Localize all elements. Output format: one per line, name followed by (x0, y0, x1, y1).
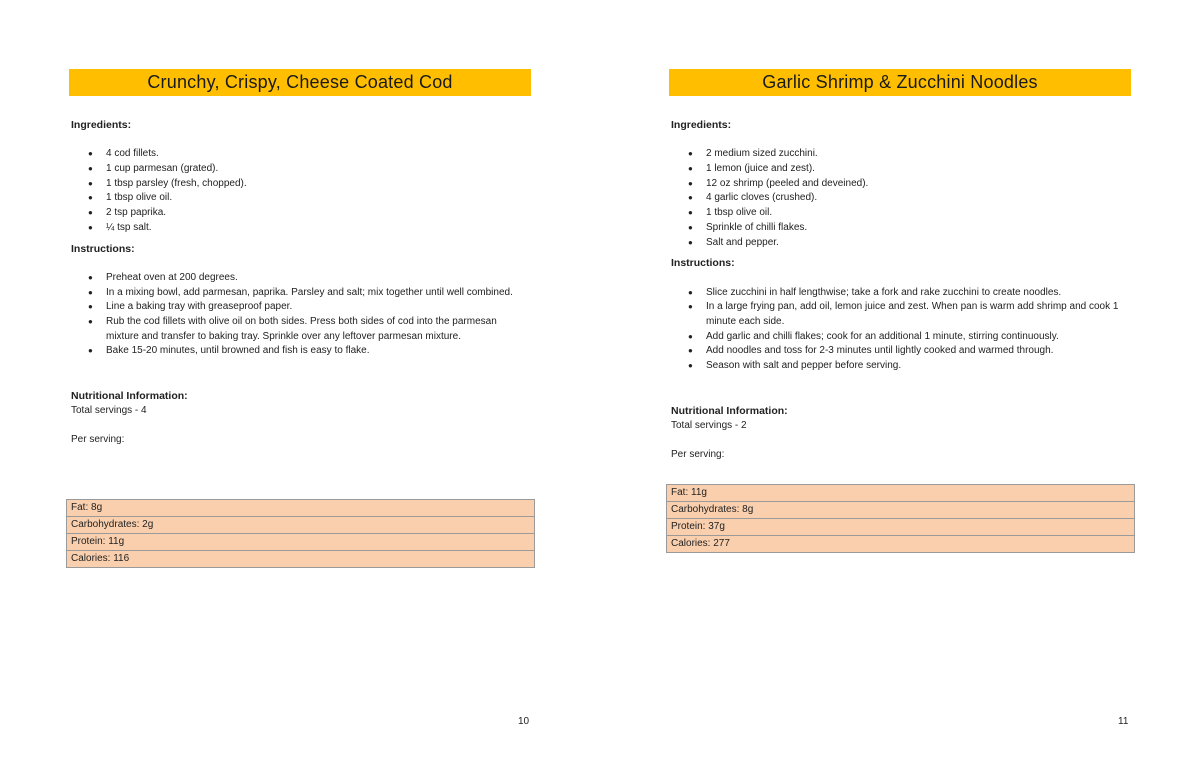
nutrition-heading: Nutritional Information: (71, 390, 188, 403)
ingredients-list (71, 147, 531, 235)
recipe-title: Garlic Shrimp & Zucchini Noodles (762, 72, 1038, 92)
total-servings: Total servings - 2 (671, 419, 747, 431)
recipe-title-bar (69, 69, 531, 96)
ingredient-item: ● Sprinkle of chilli flakes. (671, 221, 1131, 236)
ingredient-item: ● 2 tsp paprika. (71, 206, 531, 221)
ingredient-item: ● 4 cod fillets. (71, 147, 531, 162)
page-number: 11 (1118, 716, 1129, 727)
total-servings: Total servings - 4 (71, 404, 147, 416)
ingredient-item: ● ¼ tsp salt. (71, 221, 531, 236)
ingredient-item: ● 1 tbsp parsley (fresh, chopped). (71, 177, 531, 192)
ingredient-item: ● 1 lemon (juice and zest). (671, 162, 1131, 177)
per-serving-label: Per serving: (71, 434, 125, 446)
recipe-page-right (600, 0, 1200, 776)
ingredients-heading: Ingredients: (671, 119, 732, 131)
nutrition-protein: Protein: 11g (67, 534, 535, 551)
recipe-title: Crunchy, Crispy, Cheese Coated Cod (147, 72, 453, 92)
instruction-item: ● Rub the cod fillets with olive oil on both sides. Press both sides of cod into the parmesan mixture and transfer to baking tray. Sprinkle over any leftover parmesan mixture. (71, 315, 531, 344)
ingredients-heading: Ingredients: (71, 119, 132, 131)
ingredient-item: ● 1 tbsp olive oil. (71, 191, 531, 206)
instruction-item: ● Bake 15-20 minutes, until browned and fish is easy to flake. (71, 344, 531, 359)
recipe-content (671, 118, 1131, 463)
nutrition-calories: Calories: 277 (667, 536, 1135, 553)
nutrition-carbohydrates: Carbohydrates: 8g (667, 502, 1135, 519)
nutrition-carbohydrates: Carbohydrates: 2g (67, 517, 535, 534)
ingredient-item: ● 4 garlic cloves (crushed). (671, 191, 1131, 206)
per-serving-label: Per serving: (671, 448, 725, 460)
page-number: 10 (518, 716, 530, 727)
ingredient-item: ● Salt and pepper. (671, 236, 1131, 251)
ingredient-item: ● 12 oz shrimp (peeled and deveined). (671, 177, 1131, 192)
instructions-list (71, 271, 531, 359)
instruction-item: ● In a large frying pan, add oil, lemon juice and zest. When pan is warm add shrimp and cook 1 minute each side. (671, 300, 1131, 329)
instruction-item: ● In a mixing bowl, add parmesan, paprika. Parsley and salt; mix together until well combined. (71, 286, 531, 301)
instruction-item: ● Add noodles and toss for 2-3 minutes until lightly cooked and warmed through. (671, 344, 1131, 359)
instruction-item: ● Slice zucchini in half lengthwise; take a fork and rake zucchini to create noodles. (671, 286, 1131, 301)
nutrition-protein: Protein: 37g (667, 519, 1135, 536)
recipe-title-bar (669, 69, 1131, 96)
instructions-heading: Instructions: (671, 257, 735, 270)
instruction-item: ● Line a baking tray with greaseproof paper. (71, 300, 531, 315)
nutrition-table (666, 484, 1135, 553)
recipe-content (71, 118, 531, 448)
instructions-list (671, 286, 1131, 374)
instruction-item: ● Season with salt and pepper before serving. (671, 359, 1131, 374)
nutrition-fat: Fat: 8g (67, 500, 535, 517)
ingredient-item: ● 1 cup parmesan (grated). (71, 162, 531, 177)
nutrition-table (66, 499, 535, 568)
nutrition-calories: Calories: 116 (67, 551, 535, 568)
instruction-item: ● Add garlic and chilli flakes; cook for an additional 1 minute, stirring continuously. (671, 330, 1131, 345)
ingredients-list (671, 147, 1131, 250)
ingredient-item: ● 2 medium sized zucchini. (671, 147, 1131, 162)
instructions-heading: Instructions: (71, 242, 135, 255)
nutrition-heading: Nutritional Information: (671, 404, 788, 417)
nutrition-fat: Fat: 11g (667, 485, 1135, 502)
instruction-item: ● Preheat oven at 200 degrees. (71, 271, 531, 286)
ingredient-item: ● 1 tbsp olive oil. (671, 206, 1131, 221)
